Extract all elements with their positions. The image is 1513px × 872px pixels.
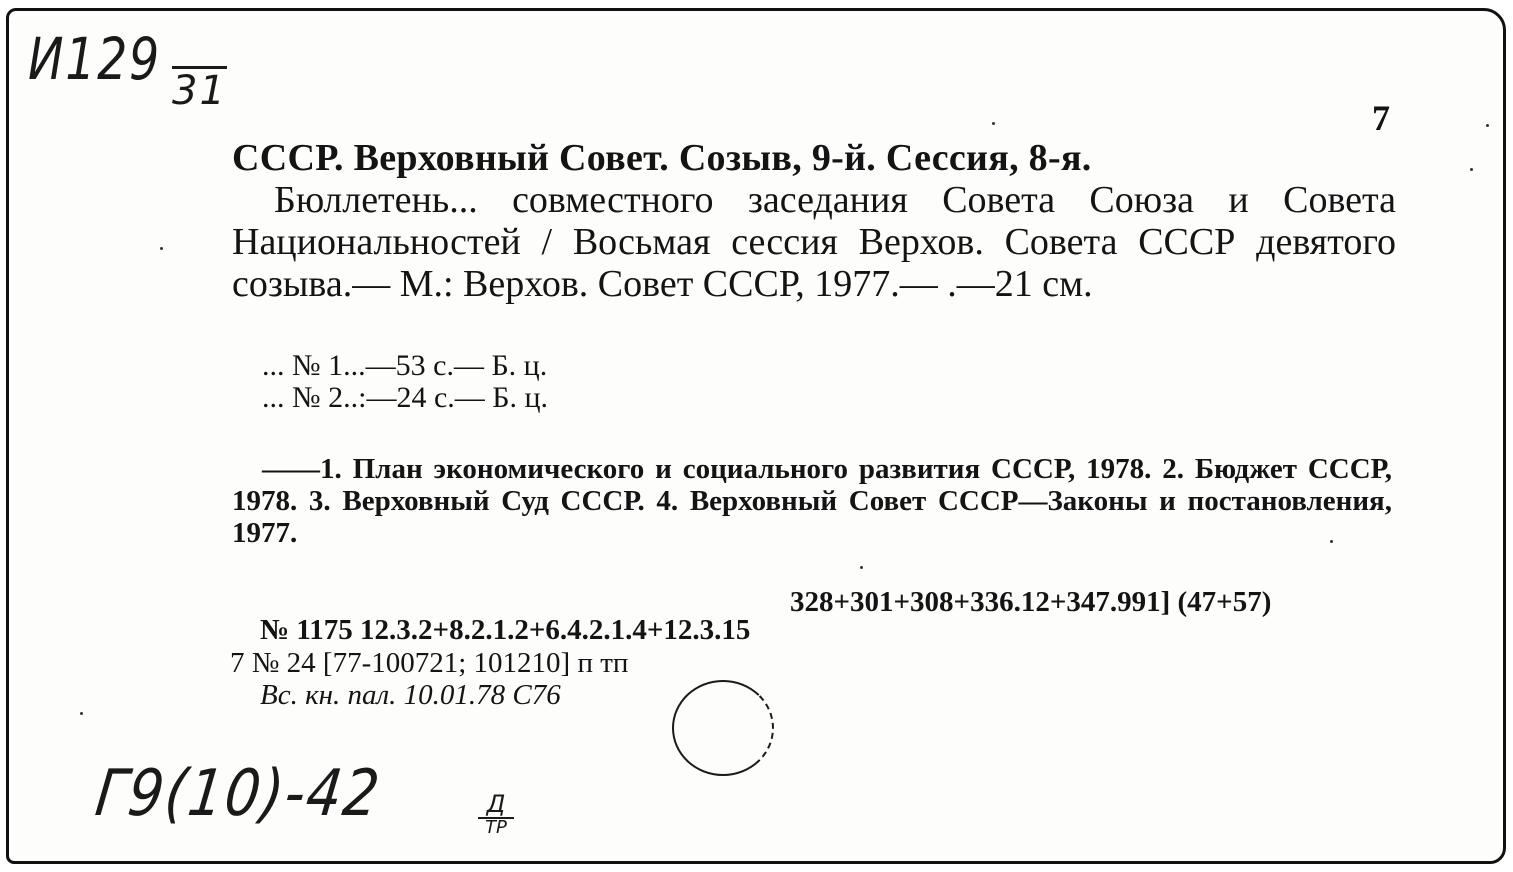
card-number: 7 — [1372, 98, 1390, 138]
scan-speck — [160, 247, 163, 250]
chamber-line: Вс. кн. пал. 10.01.78 С76 — [260, 679, 561, 711]
punch-hole — [672, 680, 774, 776]
handwritten-fraction-numerator: Д — [478, 792, 514, 819]
issue-line: ... № 1...—53 с.— Б. ц. — [262, 349, 548, 382]
handwritten-fraction-denominator: ТР — [485, 817, 507, 838]
scan-speck — [1470, 168, 1473, 171]
subject-headings: ——1. План экономического и социального развития СССР, 1978. 2. Бюджет СССР, 1978. 3. Верховный Суд СССР. 4. Верховный Совет СССР—Законы и постановления, 1977. — [232, 453, 1392, 549]
scan-speck — [80, 712, 83, 715]
scan-speck — [992, 122, 995, 125]
print-line: 7 № 24 [77-100721; 101210] п тп — [230, 647, 629, 679]
bibliographic-entry — [232, 137, 1396, 305]
handwritten-shelf-subcode: 31 — [172, 68, 227, 114]
scan-speck — [1330, 540, 1333, 543]
handwritten-call-number: Г9(10)-42 — [91, 757, 385, 831]
scan-speck — [1486, 124, 1489, 127]
issue-line: ... № 2..:—24 с.— Б. ц. — [262, 381, 549, 414]
issues-list — [262, 350, 548, 414]
handwritten-shelf-code: И129 — [28, 25, 161, 93]
classification-code: 328+301+308+336.12+347.991] (47+57) — [790, 586, 1272, 618]
entry-heading: СССР. Верховный Совет. Созыв, 9-й. Сессия, 8-я. — [232, 137, 1092, 179]
handwritten-fraction — [478, 792, 514, 837]
scan-speck — [860, 566, 863, 569]
record-number: № 1175 12.3.2+8.2.1.2+6.4.2.1.4+12.3.15 — [260, 614, 751, 646]
entry-description: Бюллетень... совместного заседания Совета Союза и Совета Национальностей / Восьмая сессия Верхов. Совета СССР девятого созыва.— М.: Верхов. Совет СССР, 1977.— .—21 см. — [232, 179, 1396, 305]
